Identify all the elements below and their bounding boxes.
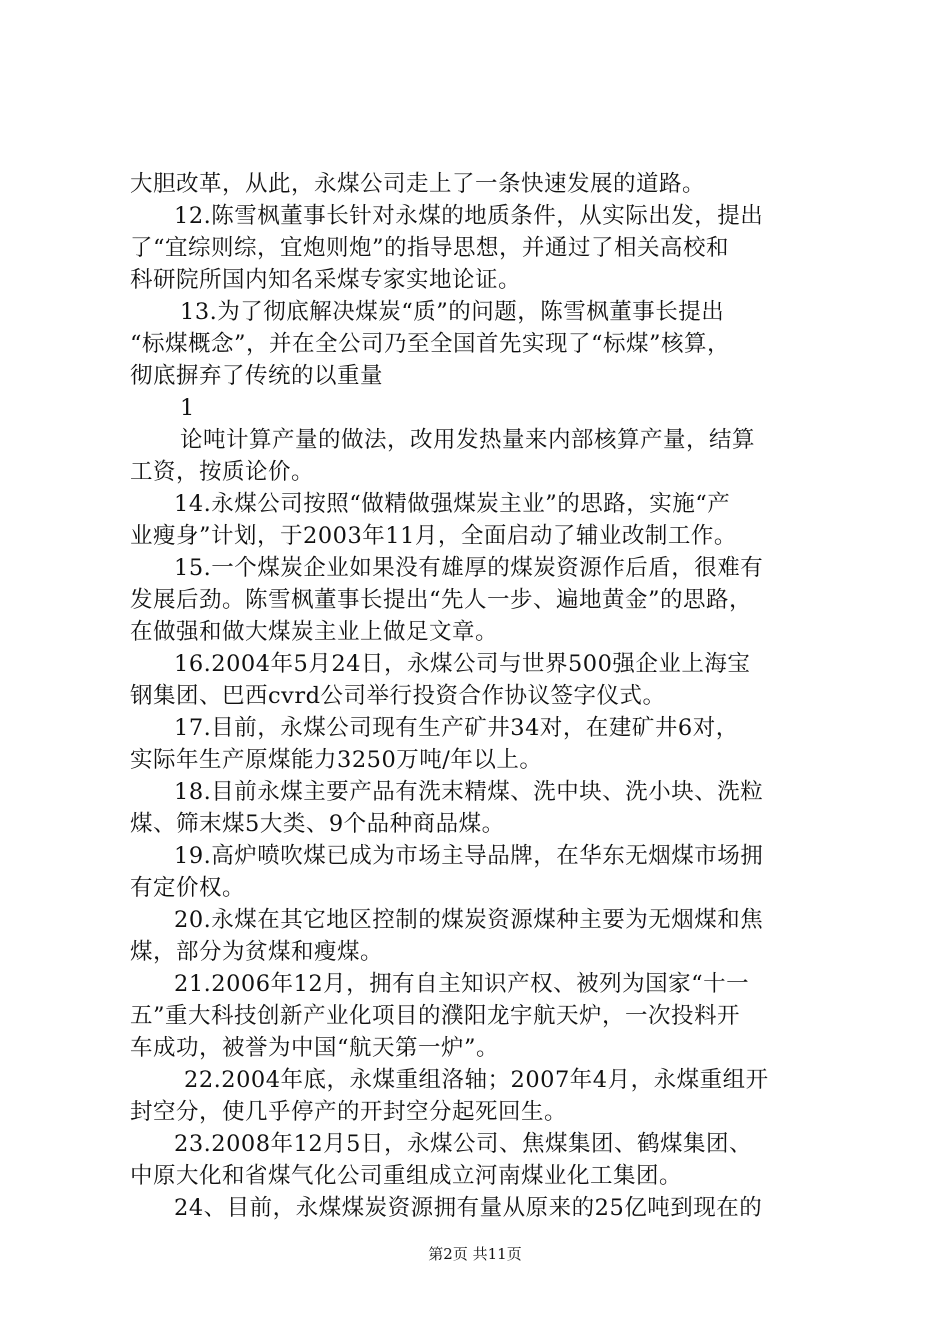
text-line: 22.2004年底，永煤重组洛轴；2007年4月，永煤重组开 <box>184 1067 769 1093</box>
text-line: 14.永煤公司按照“做精做强煤炭主业”的思路，实施“产 <box>174 491 731 517</box>
text-line: 18.目前永煤主要产品有洗末精煤、洗中块、洗小块、洗粒 <box>174 779 764 805</box>
text-line: 了“宜综则综，宜炮则炮”的指导思想，并通过了相关高校和 <box>130 235 730 261</box>
text-line: 24、目前，永煤煤炭资源拥有量从原来的25亿吨到现在的 <box>174 1195 763 1221</box>
inline-page-number: 1 <box>180 395 195 421</box>
text-line: 有定价权。 <box>130 875 246 901</box>
text-line: 五”重大科技创新产业化项目的濮阳龙宇航天炉，一次投料开 <box>130 1003 741 1029</box>
text-line: 钢集团、巴西cvrd公司举行投资合作协议签字仪式。 <box>130 683 666 709</box>
text-line: 21.2006年12月，拥有自主知识产权、被列为国家“十一 <box>174 971 750 997</box>
text-line: 封空分，使几乎停产的开封空分起死回生。 <box>130 1099 568 1125</box>
page-footer: 第2页 共11页 <box>428 1245 522 1263</box>
text-line: 16.2004年5月24日，永煤公司与世界500强企业上海宝 <box>174 651 751 677</box>
text-line: 大胆改革，从此，永煤公司走上了一条快速发展的道路。 <box>130 171 706 197</box>
text-line: “标煤概念”，并在全公司乃至全国首先实现了“标煤”核算， <box>130 331 731 357</box>
text-line: 煤，部分为贫煤和瘦煤。 <box>130 939 384 965</box>
text-line: 20.永煤在其它地区控制的煤炭资源煤种主要为无烟煤和焦 <box>174 907 764 933</box>
text-line: 论吨计算产量的做法，改用发热量来内部核算产量，结算 <box>180 427 756 453</box>
document-body <box>130 168 830 1224</box>
text-line: 工资，按质论价。 <box>130 459 315 485</box>
text-line: 车成功，被誉为中国“航天第一炉”。 <box>130 1035 500 1061</box>
text-line: 在做强和做大煤炭主业上做足文章。 <box>130 619 499 645</box>
text-line: 12.陈雪枫董事长针对永煤的地质条件，从实际出发，提出 <box>174 203 764 229</box>
text-line: 15.一个煤炭企业如果没有雄厚的煤炭资源作后盾，很难有 <box>174 555 764 581</box>
text-line: 煤、筛末煤5大类、9个品种商品煤。 <box>130 811 505 837</box>
text-line: 实际年生产原煤能力3250万吨/年以上。 <box>130 747 543 773</box>
text-line: 17.目前，永煤公司现有生产矿井34对，在建矿井6对， <box>174 715 739 741</box>
text-line: 科研院所国内知名采煤专家实地论证。 <box>130 267 522 293</box>
text-line: 彻底摒弃了传统的以重量 <box>130 363 384 389</box>
text-line: 发展后劲。陈雪枫董事长提出“先人一步、遍地黄金”的思路， <box>130 587 753 613</box>
text-line: 中原大化和省煤气化公司重组成立河南煤业化工集团。 <box>130 1163 683 1189</box>
text-line: 业瘦身”计划，于2003年11月，全面启动了辅业改制工作。 <box>130 523 737 549</box>
text-line: 13.为了彻底解决煤炭“质”的问题，陈雪枫董事长提出 <box>180 299 725 325</box>
text-line: 19.高炉喷吹煤已成为市场主导品牌，在华东无烟煤市场拥 <box>174 843 764 869</box>
text-line: 23.2008年12月5日，永煤公司、焦煤集团、鹤煤集团、 <box>174 1131 752 1157</box>
